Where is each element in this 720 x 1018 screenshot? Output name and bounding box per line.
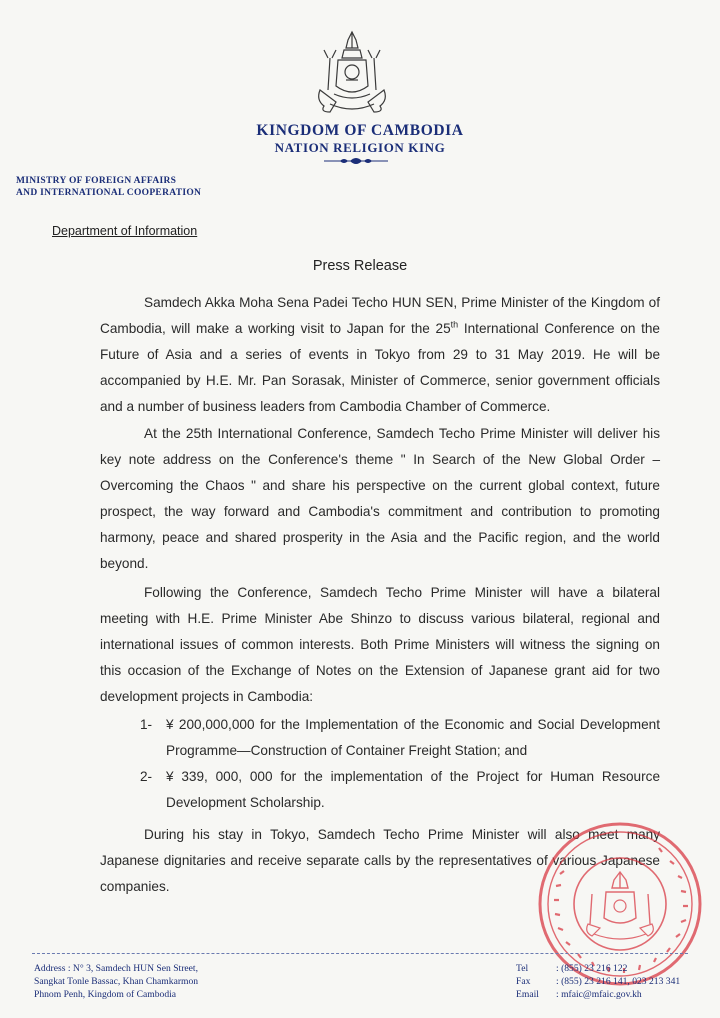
paragraph-3-text: Following the Conference, Samdech Techo Prime Minister will have a bilateral meeting with H.E. Prime Minister Abe Shinzo to discuss various bilateral, regional and international issues of common interests. Both Prime Ministers will witness the signing on this occasion of the Exchange of Notes on the Extension of Japanese grant aid for two development projects in Cambodia:: [100, 585, 660, 704]
list-item-text: ¥ 200,000,000 for the Implementation of the Economic and Social Development Programme—Construction of Container Freight Station; and: [166, 717, 660, 758]
list-item-number: 2-: [140, 769, 153, 784]
paragraph-1-text-a: Samdech Akka Moha Sena Padei Techo HUN SEN, Prime Minister of the Kingdom of Cambodia, will make a working visit to Japan for the 25: [100, 295, 660, 336]
ordinal-suffix: th: [450, 319, 459, 330]
tel-label: Tel: [516, 963, 529, 974]
paragraph-4-text: During his stay in Tokyo, Samdech Techo Prime Minister will also meet many Japanese dignitaries and receive separate calls by the representatives of various Japanese companies.: [100, 827, 660, 894]
paragraph-1-text-b: International Conference on the Future of Asia and a series of events in Tokyo from 29 to 31 May 2019. He will be accompanied by H.E. Mr. Pan Sorasak, Minister of Commerce, senior government officials and a number of business leaders from Cambodia Chamber of Commerce.: [100, 321, 660, 414]
paragraph-2-text: At the 25th International Conference, Samdech Techo Prime Minister will deliver his key note address on the Conference's theme " In Search of the New Global Order – Overcoming the Chaos " and share his perspective on the current global context, future prospect, the way forward and Cambodia's commitment and contribution to promoting harmony, peace and shared prosperity in the Asia and the Pacific region, and the world beyond.: [100, 426, 660, 571]
paragraph-3: [100, 580, 660, 710]
list-item-number: 1-: [140, 717, 153, 732]
ornament-divider-icon: [322, 155, 390, 167]
document-title: Press Release: [312, 258, 408, 274]
footer-divider: [32, 953, 688, 955]
address-line-2: Sangkat Tonle Bassac, Khan Chamkarmon: [34, 976, 199, 987]
fax-row: [516, 975, 680, 988]
list-item: [140, 712, 660, 764]
fax-value: : (855) 23 216 141, 023 213 341: [556, 976, 681, 987]
ministry-name: [16, 175, 201, 199]
ministry-line-2: AND INTERNATIONAL COOPERATION: [16, 188, 202, 198]
email-value[interactable]: : mfaic@mfaic.gov.kh: [556, 989, 642, 1000]
list-item: [140, 764, 660, 816]
email-row: [516, 988, 680, 1001]
ministry-line-1: MINISTRY OF FOREIGN AFFAIRS: [16, 176, 177, 186]
department-label: Department of Information: [52, 224, 198, 238]
tel-row: [516, 962, 680, 975]
paragraph-2: [100, 421, 660, 577]
kingdom-heading: KINGDOM OF CAMBODIA: [256, 122, 464, 139]
footer-contact: [516, 962, 680, 1001]
address-line-1: Address : N° 3, Samdech HUN Sen Street,: [34, 963, 198, 974]
footer-address: [34, 962, 198, 1001]
fax-label: Fax: [516, 976, 531, 987]
list-item-text: ¥ 339, 000, 000 for the implementation of the Project for Human Resource Development Scholarship.: [166, 769, 660, 810]
paragraph-1: [100, 290, 660, 420]
address-line-3: Phnom Penh, Kingdom of Cambodia: [34, 989, 177, 1000]
email-label: Email: [516, 989, 539, 1000]
national-motto: NATION RELIGION KING: [274, 140, 446, 155]
tel-value: : (855) 23 216 122: [556, 963, 628, 974]
royal-coat-of-arms-icon: [310, 28, 394, 114]
